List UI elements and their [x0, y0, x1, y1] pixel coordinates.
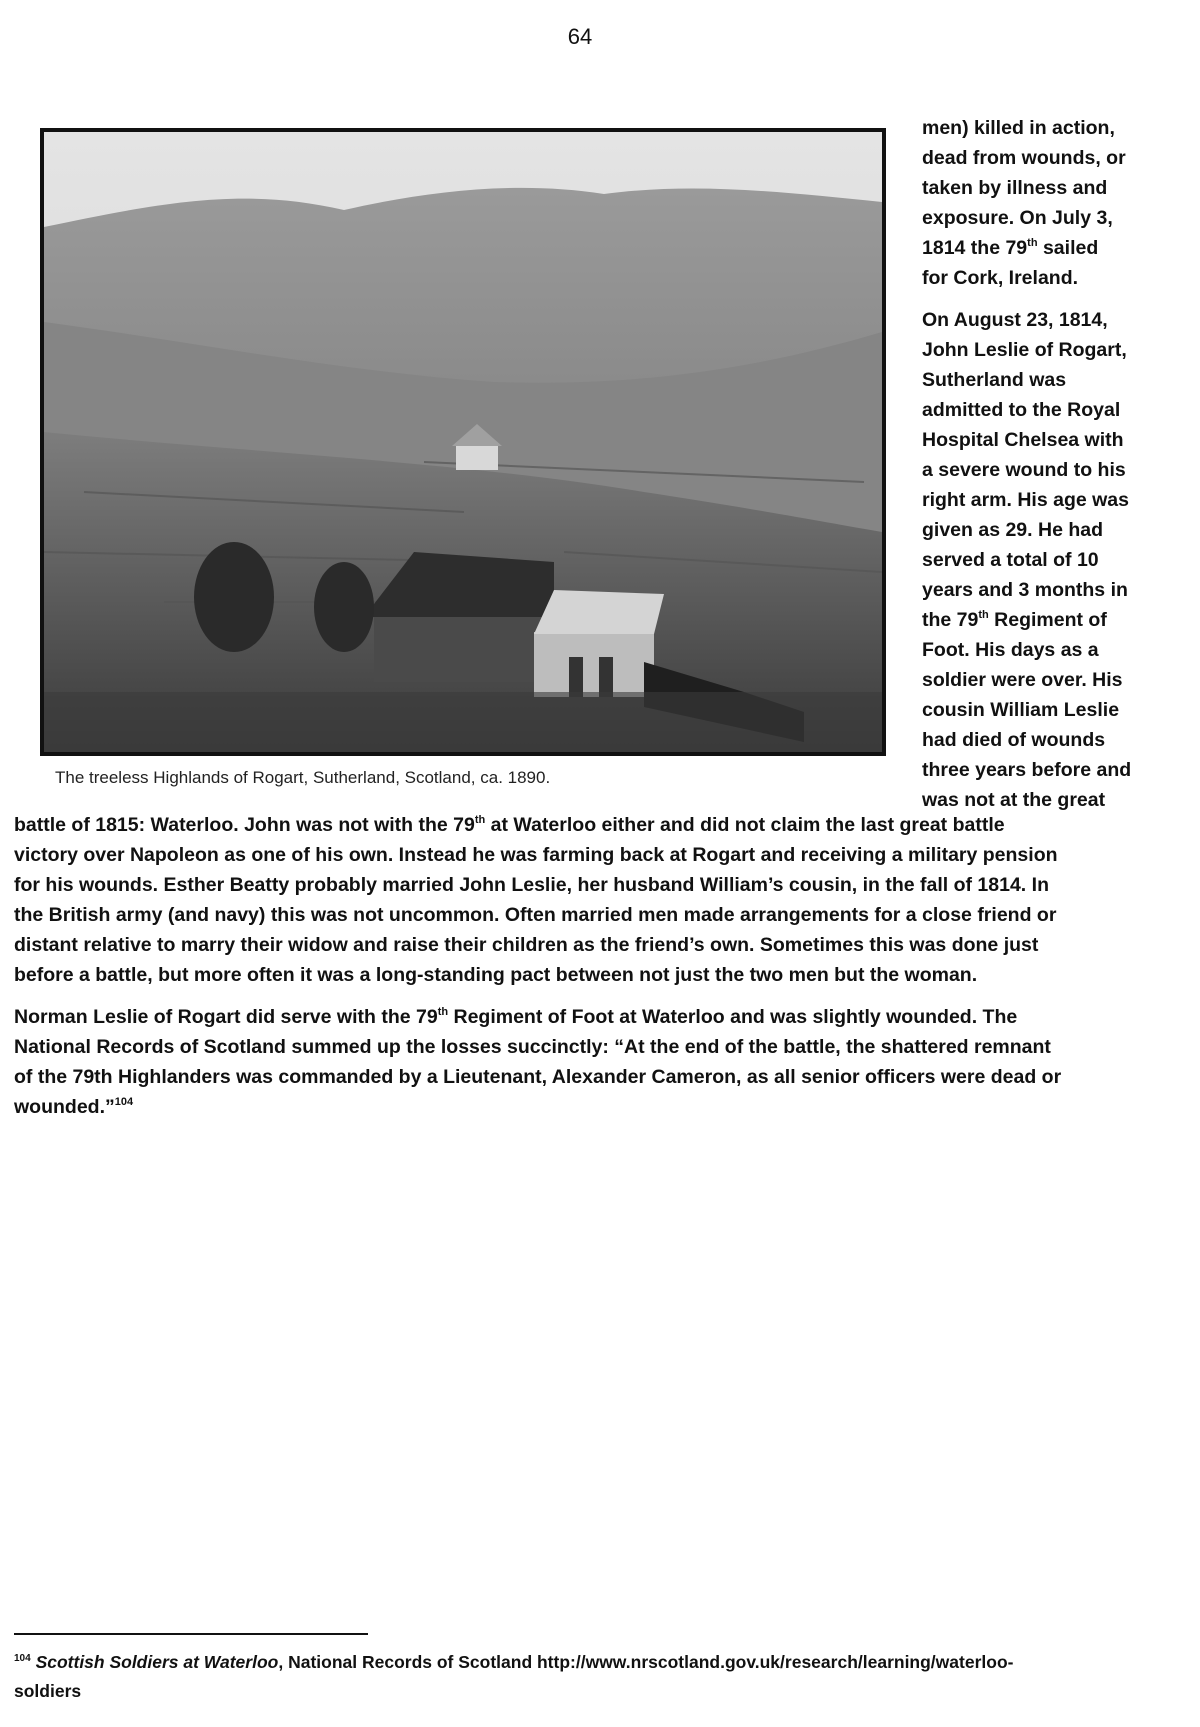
text-line: distant relative to marry their widow and raise their children as the friend’s own. Sometimes this was done just	[14, 934, 1039, 956]
text-segment: the 79	[922, 609, 979, 631]
text-line	[14, 1002, 1164, 1032]
text-line: Foot. His days as a	[922, 639, 1099, 661]
text-line	[14, 1648, 1164, 1677]
text-line: On August 23, 1814,	[922, 309, 1108, 331]
superscript: th	[978, 609, 989, 621]
text-line: soldiers	[14, 1681, 82, 1701]
side-column-text	[922, 113, 1162, 827]
text-segment: 1814 the 79	[922, 237, 1028, 259]
text-line	[922, 605, 1162, 635]
text-line: had died of wounds	[922, 729, 1106, 751]
text-line: men) killed in action,	[922, 117, 1115, 139]
text-line: admitted to the Royal	[922, 399, 1121, 421]
text-line: dead from wounds, or	[922, 147, 1126, 169]
body-paragraph-2	[14, 1002, 1164, 1122]
text-line: exposure. On July 3,	[922, 207, 1113, 229]
page-number: 64	[567, 24, 593, 49]
text-segment: Regiment of	[988, 609, 1107, 631]
footnote-separator	[14, 1633, 368, 1635]
text-line	[922, 233, 1162, 263]
highlands-photo	[40, 128, 886, 756]
text-line: Hospital Chelsea with	[922, 429, 1124, 451]
text-segment: Regiment of Foot at Waterloo and was slightly wounded. The	[448, 1006, 1018, 1028]
text-line: cousin William Leslie	[922, 699, 1120, 721]
text-line: was not at the great	[922, 789, 1106, 811]
footnote-source[interactable]: , National Records of Scotland http://www.nrscotland.gov.uk/research/learning/waterloo-	[278, 1652, 1014, 1672]
text-line: National Records of Scotland summed up the losses succinctly: “At the end of the battle, the shattered remnant	[14, 1036, 1051, 1058]
text-segment: sailed	[1037, 237, 1099, 259]
text-segment: at Waterloo either and did not claim the last great battle	[485, 814, 1005, 836]
body-paragraph-1	[14, 810, 1164, 990]
text-segment: wounded.”	[14, 1096, 115, 1118]
text-line: a severe wound to his	[922, 459, 1126, 481]
photo-illustration	[44, 132, 882, 752]
text-segment: Norman Leslie of Rogart did serve with the 79	[14, 1006, 438, 1028]
text-line: John Leslie of Rogart,	[922, 339, 1127, 361]
text-line	[14, 1092, 1164, 1122]
text-line: served a total of 10	[922, 549, 1099, 571]
superscript: th	[437, 1006, 449, 1018]
footnote-number: 104	[14, 1653, 31, 1664]
side-paragraph-2	[922, 305, 1162, 815]
text-line: for his wounds. Esther Beatty probably married John Leslie, her husband William’s cousin, in the fall of 1814. In	[14, 874, 1049, 896]
text-line: before a battle, but more often it was a long-standing pact between not just the two men but the woman.	[14, 964, 978, 986]
text-segment: battle of 1815: Waterloo. John was not with the 79	[14, 814, 475, 836]
text-line: taken by illness and	[922, 177, 1108, 199]
text-line: soldier were over. His	[922, 669, 1123, 691]
text-line: three years before and	[922, 759, 1132, 781]
superscript: th	[1027, 237, 1038, 249]
text-line: of the 79th Highlanders was commanded by a Lieutenant, Alexander Cameron, as all senior officers were dead or	[14, 1066, 1062, 1088]
text-line: right arm. His age was	[922, 489, 1129, 511]
photo-caption: The treeless Highlands of Rogart, Sutherland, Scotland, ca. 1890.	[55, 768, 551, 787]
text-line: given as 29. He had	[922, 519, 1103, 541]
footnote-reference[interactable]: 104	[114, 1096, 134, 1108]
text-line: for Cork, Ireland.	[922, 267, 1079, 289]
footnote	[14, 1648, 1164, 1706]
text-line: victory over Napoleon as one of his own. Instead he was farming back at Rogart and receiving a military pension	[14, 844, 1058, 866]
superscript: th	[474, 814, 486, 826]
foreground-ground	[44, 692, 882, 752]
text-line: Sutherland was	[922, 369, 1067, 391]
text-line: the British army (and navy) this was not uncommon. Often married men made arrangements for a close friend or	[14, 904, 1057, 926]
text-line: years and 3 months in	[922, 579, 1128, 601]
text-line	[14, 810, 1164, 840]
body-text	[14, 810, 1164, 1134]
side-paragraph-1	[922, 113, 1162, 293]
footnote-title: Scottish Soldiers at Waterloo	[35, 1652, 279, 1672]
